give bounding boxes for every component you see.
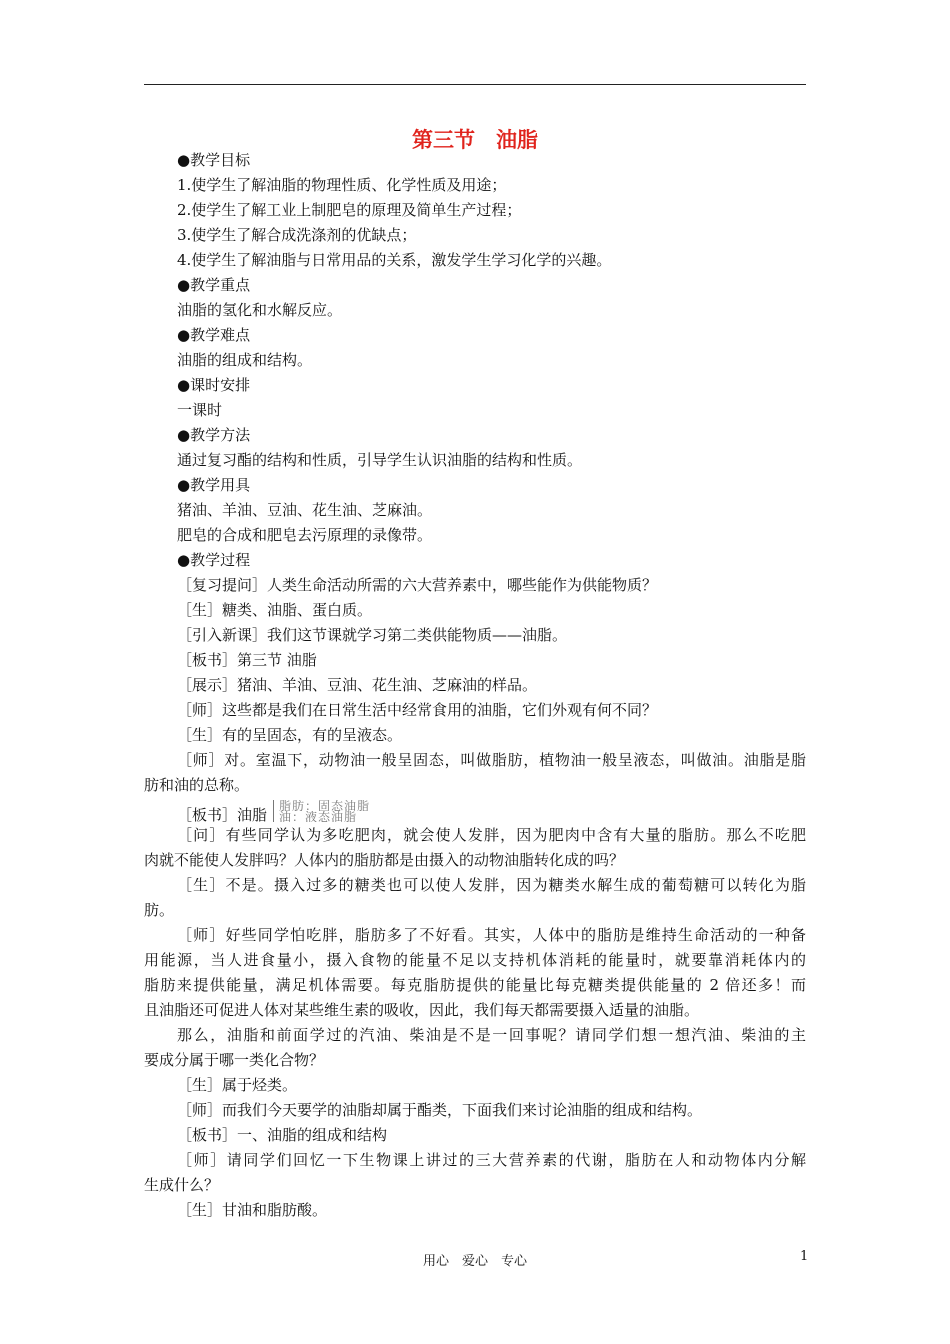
text-line: 3.使学生了解合成洗涤剂的优缺点； xyxy=(177,226,417,244)
text-line: 通过复习酯的结构和性质，引导学生认识油脂的结构和性质。 xyxy=(177,451,583,469)
text-line: 4.使学生了解油脂与日常用品的关系，激发学生学习化学的兴趣。 xyxy=(177,251,612,269)
text-line: 肥皂的合成和肥皂去污原理的录像带。 xyxy=(177,526,433,544)
text-line: ［引入新课］我们这节课就学习第二类供能物质——油脂。 xyxy=(177,626,568,644)
text-line: ●教学目标 xyxy=(177,151,251,169)
text-line: 油脂的氢化和水解反应。 xyxy=(177,301,343,319)
page-number: 1 xyxy=(800,1249,809,1264)
text-line: ［师］请同学们回忆一下生物课上讲过的三大营养素的代谢，脂肪在人和动物体内分解 xyxy=(177,1151,806,1169)
text-line: ［师］这些都是我们在日常生活中经常食用的油脂，它们外观有何不同？ xyxy=(177,701,658,719)
text-line: 脂肪来提供能量，满足机体需要。每克脂肪提供的能量比每克糖类提供能量的 2 倍还多！而 xyxy=(144,976,806,994)
text-line: ●教学重点 xyxy=(177,276,251,294)
text-line: 肪。 xyxy=(144,901,175,919)
text-line: ［生］属于烃类。 xyxy=(177,1076,298,1094)
text-line: ［师］而我们今天要学的油脂却属于酯类，下面我们来讨论油脂的组成和结构。 xyxy=(177,1101,703,1119)
header-rule xyxy=(144,84,806,85)
text-line: 猪油、羊油、豆油、花生油、芝麻油。 xyxy=(177,501,433,519)
text-line: ●教学方法 xyxy=(177,426,251,444)
text-line: ●课时安排 xyxy=(177,376,251,394)
text-line: 肉就不能使人发胖吗？人体内的脂肪都是由摄入的动物油脂转化成的吗？ xyxy=(144,851,625,869)
page-footer: 用心 爱心 专心 xyxy=(422,1254,527,1269)
text-line: 2.使学生了解工业上制肥皂的原理及简单生产过程； xyxy=(177,201,522,219)
text-line: 那么，油脂和前面学过的汽油、柴油是不是一回事呢？请同学们想一想汽油、柴油的主 xyxy=(177,1026,806,1044)
brace-note-oil: 油：液态油脂 xyxy=(279,811,358,822)
text-line: ［师］好些同学怕吃胖，脂肪多了不好看。其实，人体中的脂肪是维持生命活动的一种备 xyxy=(177,926,806,944)
section-title: 第三节 油脂 xyxy=(412,128,538,152)
text-line: 一课时 xyxy=(177,401,223,419)
text-line: ［生］甘油和脂肪酸。 xyxy=(177,1201,328,1219)
text-line: ［生］有的呈固态，有的呈液态。 xyxy=(177,726,403,744)
text-line: 肪和油的总称。 xyxy=(144,776,250,794)
text-line: 且油脂还可促进人体对某些维生素的吸收，因此，我们每天都需要摄入适量的油脂。 xyxy=(144,1001,700,1019)
text-line: ●教学用具 xyxy=(177,476,251,494)
text-line: 1.使学生了解油脂的物理性质、化学性质及用途； xyxy=(177,176,507,194)
text-line: ［师］对。室温下，动物油一般呈固态，叫做脂肪，植物油一般呈液态，叫做油。油脂是脂 xyxy=(177,751,806,769)
text-line: ［板书］一、油脂的组成和结构 xyxy=(177,1126,388,1144)
text-line: 生成什么？ xyxy=(144,1176,220,1194)
board-label: ［板书］油脂 xyxy=(177,806,268,824)
text-line: ●教学过程 xyxy=(177,551,251,569)
text-line: ［生］糖类、油脂、蛋白质。 xyxy=(177,601,373,619)
text-line: 要成分属于哪一类化合物？ xyxy=(144,1051,325,1069)
text-line: ［展示］猪油、羊油、豆油、花生油、芝麻油的样品。 xyxy=(177,676,538,694)
text-line: ［生］不是。摄入过多的糖类也可以使人发胖，因为糖类水解生成的葡萄糖可以转化为脂 xyxy=(177,876,806,894)
text-line: 用能源，当人进食量小，摄入食物的能量不足以支持机体消耗的能量时，就要靠消耗体内的 xyxy=(144,951,806,969)
text-line: 油脂的组成和结构。 xyxy=(177,351,313,369)
text-line: ［板书］第三节 油脂 xyxy=(177,651,317,669)
brace-note-fat: 脂肪：固态油脂 xyxy=(279,800,371,811)
text-line: ●教学难点 xyxy=(177,326,251,344)
text-line: ［问］有些同学认为多吃肥肉，就会使人发胖，因为肥肉中含有大量的脂肪。那么不吃肥 xyxy=(177,826,806,844)
text-line: ［复习提问］人类生命活动所需的六大营养素中，哪些能作为供能物质？ xyxy=(177,576,658,594)
brace-note xyxy=(273,800,370,822)
